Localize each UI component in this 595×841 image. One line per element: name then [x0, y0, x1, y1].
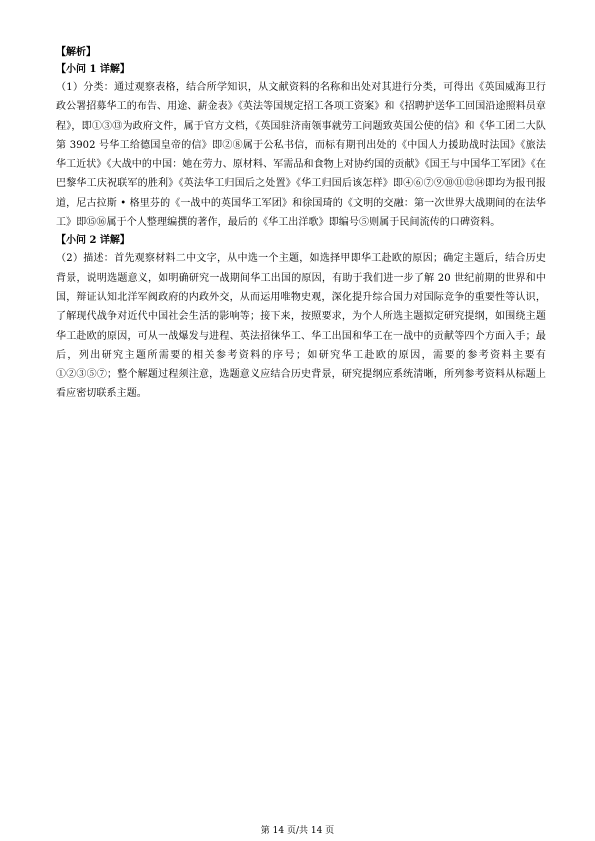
page-number-footer: 第 14 页/共 14 页: [260, 826, 335, 836]
question-2-heading: 【小问 2 详解】: [56, 235, 130, 247]
analysis-content: [56, 44, 546, 404]
question-1-heading: 【小问 1 详解】: [56, 64, 130, 75]
question-1-answer: （1）分类：通过观察表格，结合所学知识，从文献资料的名称和出处对其进行分类，可得出《英国威海卫行政公署招募华工的布告、用途、薪金表》《英法等国规定招工各项工资案》和《招聘护送华工回国沿途照料员章程》，即①③⑬为政府文件，属于官方文档，《英国驻济南领事就劳工问题致英国公使的信》和《华工团二大队第 3902 号华工给德国皇帝的信》即②⑧属于公私书信，而标有期刊出处的《中国人力援助战时法国》《旅法华工近状》《大战中的中国：她在劳力、原材料、军需品和食物上对协约国的贡献》《国王与中国华工军团》《在巴黎华工庆祝联军的胜利》《英法华工归国后之处置》《华工归国后该怎样》即④⑥⑦⑨⑩⑪⑫⑭即均为报刊报道，尼古拉斯 • 格里芬的《一战中的英国华工军团》和徐国琦的《文明的交融：第一次世界大战期间的在法华工》即⑮⑯属于个人整理编撰的著作，最后的《华工出洋歌》即编号⑤则属于民间流传的口碑资料。: [56, 82, 546, 229]
question-2-answer: （2）描述：首先观察材料二中文字，从中选一个主题，如选择甲即华工赴欧的原因；确定主题后，结合历史背景，说明选题意义，如明确研究一战期间华工出国的原因，有助于我们进一步了解 20 世纪前期的世界和中国，辩证认知北洋军阀政府的内政外交，从而运用唯物史观，深化提升综合国力对国际竞争的重要性等认识，了解现代战争对近代中国社会生活的影响等；接下来，按照要求，为个人所选主题拟定研究提纲，如围绕主题华工赴欧的原因，可从一战爆发与进程、英法招徕华工、华工出国和华工在一战中的贡献等四个方面入手；最后，列出研究主题所需要的相关参考资料的序号；如研究华工赴欧的原因，需要的参考资料主要有①②③⑤⑦；整个解题过程须注意，选题意义应结合历史背景，研究提纲应系统清晰，所列参考资料从标题上看应密切联系主题。: [56, 253, 546, 400]
analysis-heading: 【解析】: [56, 47, 96, 58]
